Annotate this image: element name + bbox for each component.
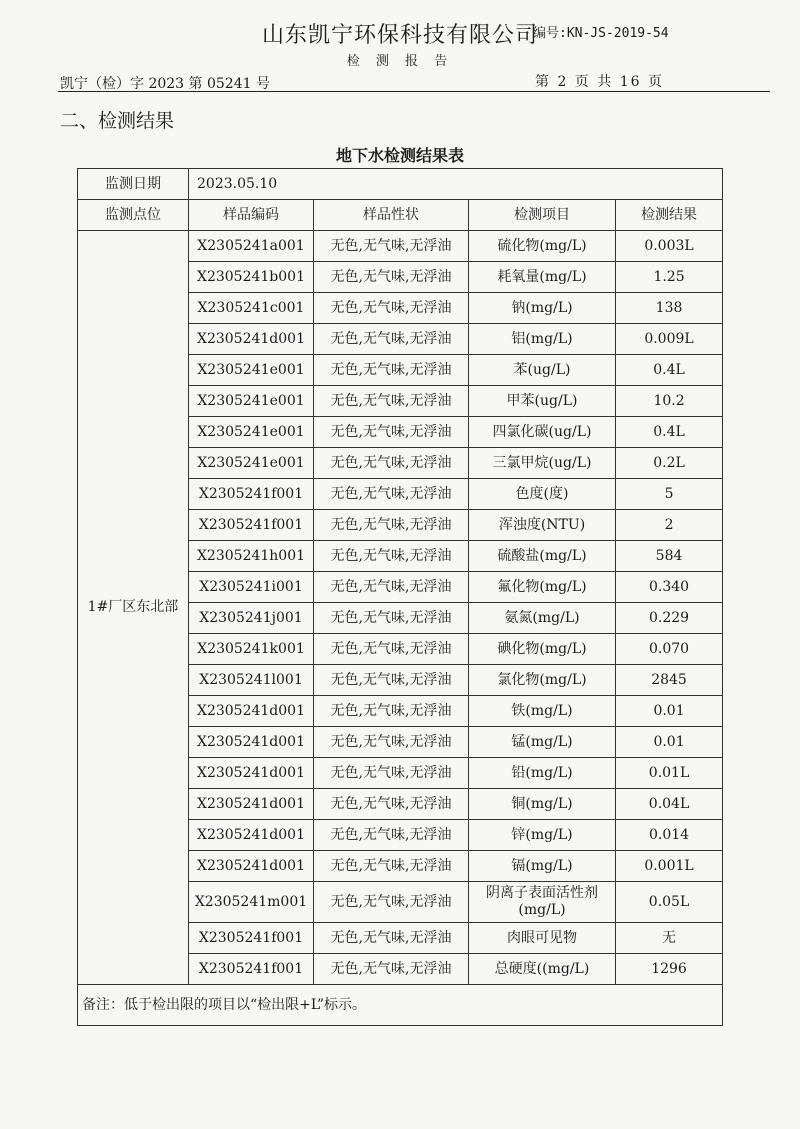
test-item: 铁(mg/L) xyxy=(469,696,616,727)
test-item: 氯化物(mg/L) xyxy=(469,665,616,696)
sample-appearance: 无色,无气味,无浮油 xyxy=(314,479,469,510)
test-result: 138 xyxy=(616,293,723,324)
sample-code: X2305241e001 xyxy=(189,417,314,448)
sample-appearance: 无色,无气味,无浮油 xyxy=(314,789,469,820)
sample-appearance: 无色,无气味,无浮油 xyxy=(314,665,469,696)
test-result: 0.229 xyxy=(616,603,723,634)
sample-code: X2305241c001 xyxy=(189,293,314,324)
test-item: 肉眼可见物 xyxy=(469,923,616,954)
report-type: 检 测 报 告 xyxy=(346,54,454,69)
test-result: 0.2L xyxy=(616,448,723,479)
table-note: 备注：低于检出限的项目以“检出限+L”标示。 xyxy=(78,985,723,1026)
sample-code: X2305241e001 xyxy=(189,355,314,386)
test-item: 锌(mg/L) xyxy=(469,820,616,851)
test-item: 浑浊度(NTU) xyxy=(469,510,616,541)
sample-code: X2305241f001 xyxy=(189,479,314,510)
sample-appearance: 无色,无气味,无浮油 xyxy=(314,851,469,882)
sample-appearance: 无色,无气味,无浮油 xyxy=(314,882,469,923)
header-row xyxy=(78,200,723,231)
sample-code: X2305241d001 xyxy=(189,789,314,820)
sample-code: X2305241e001 xyxy=(189,386,314,417)
sample-appearance: 无色,无气味,无浮油 xyxy=(314,293,469,324)
test-result: 2 xyxy=(616,510,723,541)
test-result: 无 xyxy=(616,923,723,954)
sample-code: X2305241d001 xyxy=(189,758,314,789)
sample-appearance: 无色,无气味,无浮油 xyxy=(314,541,469,572)
test-item: 硫化物(mg/L) xyxy=(469,231,616,262)
date-value: 2023.05.10 xyxy=(189,169,723,200)
sample-appearance: 无色,无气味,无浮油 xyxy=(314,324,469,355)
report-number: 凯宁（检）字 2023 第 05241 号 xyxy=(60,76,270,92)
test-result: 10.2 xyxy=(616,386,723,417)
test-result: 0.009L xyxy=(616,324,723,355)
test-result: 0.05L xyxy=(616,882,723,923)
test-item: 氟化物(mg/L) xyxy=(469,572,616,603)
test-result: 0.4L xyxy=(616,355,723,386)
sample-code: X2305241j001 xyxy=(189,603,314,634)
test-result: 0.01 xyxy=(616,727,723,758)
test-item: 氨氮(mg/L) xyxy=(469,603,616,634)
sample-code: X2305241d001 xyxy=(189,851,314,882)
sample-appearance: 无色,无气味,无浮油 xyxy=(314,696,469,727)
test-item: 苯(ug/L) xyxy=(469,355,616,386)
sample-code: X2305241d001 xyxy=(189,727,314,758)
test-result: 0.04L xyxy=(616,789,723,820)
sample-code: X2305241a001 xyxy=(189,231,314,262)
test-item: 铝(mg/L) xyxy=(469,324,616,355)
test-result: 5 xyxy=(616,479,723,510)
sample-appearance: 无色,无气味,无浮油 xyxy=(314,510,469,541)
test-result: 0.340 xyxy=(616,572,723,603)
column-header: 样品性状 xyxy=(314,200,469,231)
table-row xyxy=(78,231,723,262)
test-item: 耗氧量(mg/L) xyxy=(469,262,616,293)
test-item: 镉(mg/L) xyxy=(469,851,616,882)
test-item: 锰(mg/L) xyxy=(469,727,616,758)
sample-appearance: 无色,无气味,无浮油 xyxy=(314,954,469,985)
sample-appearance: 无色,无气味,无浮油 xyxy=(314,820,469,851)
table-title: 地下水检测结果表 xyxy=(335,146,464,165)
test-item: 阴离子表面活性剂(mg/L) xyxy=(469,882,616,923)
test-item: 钠(mg/L) xyxy=(469,293,616,324)
sample-appearance: 无色,无气味,无浮油 xyxy=(314,603,469,634)
sample-code: X2305241f001 xyxy=(189,954,314,985)
sample-appearance: 无色,无气味,无浮油 xyxy=(314,355,469,386)
test-result: 1.25 xyxy=(616,262,723,293)
test-item: 总硬度((mg/L) xyxy=(469,954,616,985)
sample-code: X2305241l001 xyxy=(189,665,314,696)
note-row xyxy=(78,985,723,1026)
sample-code: X2305241k001 xyxy=(189,634,314,665)
sample-code: X2305241b001 xyxy=(189,262,314,293)
header-divider xyxy=(58,91,770,92)
column-header: 样品编码 xyxy=(189,200,314,231)
sample-appearance: 无色,无气味,无浮油 xyxy=(314,262,469,293)
page-info: 第 2 页 共 16 页 xyxy=(535,74,664,90)
sample-appearance: 无色,无气味,无浮油 xyxy=(314,727,469,758)
test-result: 0.01L xyxy=(616,758,723,789)
monitoring-point: 1#厂区东北部 xyxy=(78,231,189,985)
test-item: 甲苯(ug/L) xyxy=(469,386,616,417)
sample-appearance: 无色,无气味,无浮油 xyxy=(314,923,469,954)
test-result: 0.001L xyxy=(616,851,723,882)
section-title: 二、检测结果 xyxy=(60,110,175,132)
test-result: 0.003L xyxy=(616,231,723,262)
test-result: 584 xyxy=(616,541,723,572)
date-label: 监测日期 xyxy=(78,169,189,200)
test-item: 三氯甲烷(ug/L) xyxy=(469,448,616,479)
test-item: 铅(mg/L) xyxy=(469,758,616,789)
sample-code: X2305241d001 xyxy=(189,696,314,727)
sample-appearance: 无色,无气味,无浮油 xyxy=(314,448,469,479)
test-result: 0.4L xyxy=(616,417,723,448)
date-row xyxy=(78,169,723,200)
sample-appearance: 无色,无气味,无浮油 xyxy=(314,386,469,417)
test-result: 2845 xyxy=(616,665,723,696)
sample-code: X2305241d001 xyxy=(189,324,314,355)
sample-appearance: 无色,无气味,无浮油 xyxy=(314,231,469,262)
test-result: 0.01 xyxy=(616,696,723,727)
sample-code: X2305241f001 xyxy=(189,510,314,541)
test-item: 色度(度) xyxy=(469,479,616,510)
column-header: 检测结果 xyxy=(616,200,723,231)
test-item: 碘化物(mg/L) xyxy=(469,634,616,665)
sample-appearance: 无色,无气味,无浮油 xyxy=(314,634,469,665)
document-number: 编号:KN-JS-2019-54 xyxy=(533,26,669,41)
results-table xyxy=(77,168,723,1026)
company-name: 山东凯宁环保科技有限公司 xyxy=(261,23,538,48)
sample-code: X2305241i001 xyxy=(189,572,314,603)
sample-appearance: 无色,无气味,无浮油 xyxy=(314,572,469,603)
test-item: 铜(mg/L) xyxy=(469,789,616,820)
sample-code: X2305241m001 xyxy=(189,882,314,923)
test-item: 四氯化碳(ug/L) xyxy=(469,417,616,448)
sample-code: X2305241d001 xyxy=(189,820,314,851)
sample-appearance: 无色,无气味,无浮油 xyxy=(314,417,469,448)
sample-code: X2305241e001 xyxy=(189,448,314,479)
sample-code: X2305241h001 xyxy=(189,541,314,572)
point-label: 监测点位 xyxy=(78,200,189,231)
sample-code: X2305241f001 xyxy=(189,923,314,954)
test-item: 硫酸盐(mg/L) xyxy=(469,541,616,572)
test-result: 0.014 xyxy=(616,820,723,851)
test-result: 1296 xyxy=(616,954,723,985)
test-result: 0.070 xyxy=(616,634,723,665)
sample-appearance: 无色,无气味,无浮油 xyxy=(314,758,469,789)
column-header: 检测项目 xyxy=(469,200,616,231)
